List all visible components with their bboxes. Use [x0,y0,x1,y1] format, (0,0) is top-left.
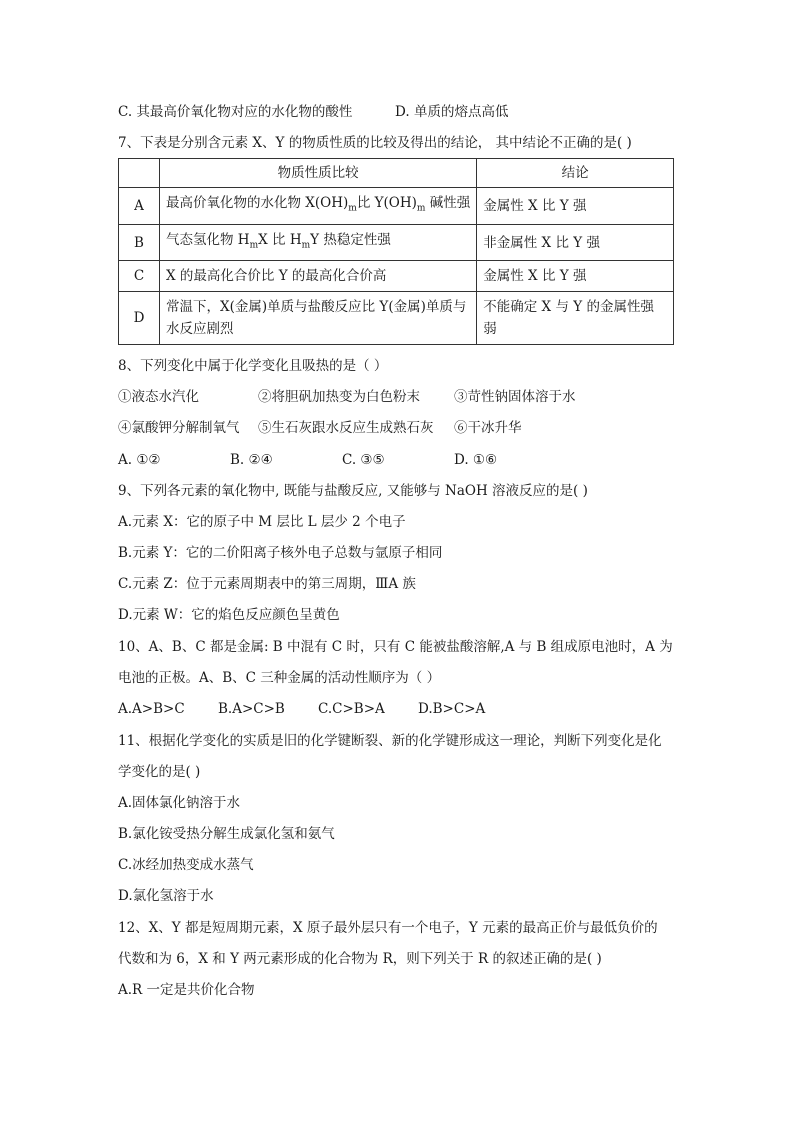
item-3: ③苛性钠固体溶于水 [454,389,576,405]
choice-d: D. ①⑥ [454,452,498,468]
question-11-choice-c: C.冰经加热变成水蒸气 [118,857,254,873]
question-9-choice-d: D.元素 W：它的焰色反应颜色呈黄色 [118,607,340,623]
row-label: D [119,292,160,345]
choice-b: B. ②④ [230,452,273,468]
item-2: ②将胆矾加热变为白色粉末 [258,389,420,405]
question-12-stem-line2: 代数和为 6，X 和 Y 两元素形成的化合物为 R，则下列关于 R 的叙述正确的是( ) [118,951,602,967]
question-10-stem-line2: 电池的正极。A、B、C 三种金属的活动性顺序为（ ） [118,670,441,686]
question-11-choice-a: A.固体氯化钠溶于水 [118,795,241,811]
question-11-choice-d: D.氯化氢溶于水 [118,888,214,904]
row-label: A [119,188,160,225]
question-8-stem: 8、下列变化中属于化学变化且吸热的是（ ） [118,358,388,374]
question-6-options-cd [118,102,508,122]
question-8-items-row2 [118,418,522,438]
table-header-row [119,159,674,188]
table-row [119,261,674,292]
question-12-choice-a: A.R 一定是共价化合物 [118,982,255,998]
row-label: B [119,224,160,261]
item-4: ④氯酸钾分解制氧气 [118,420,240,436]
row-conclusion: 金属性 X 比 Y 强 [477,188,674,225]
question-10-stem-line1: 10、A、B、C 都是金属: B 中混有 C 时，只有 C 能被盐酸溶解,A 与 B 组成原电池时，A 为 [118,639,673,655]
choice-c: C.C>B>A [318,701,385,717]
item-5: ⑤生石灰跟水反应生成熟石灰 [258,420,434,436]
comparison-table [118,158,674,345]
item-1: ①液态水汽化 [118,389,199,405]
row-property: 最高价氧化物的水化物 $X(OH)_m$比 $Y(OH)_m$ 碱性强 [160,188,477,225]
question-12-stem-line1: 12、X、Y 都是短周期元素，X 原子最外层只有一个电子，Y 元素的最高正价与最低负价的 [118,920,658,936]
option-c: C. 其最高价氧化物对应的水化物的酸性 [118,104,353,120]
table-row [119,292,674,345]
question-11-stem-line2: 学变化的是( ) [118,764,201,780]
header-conclusion: 结论 [477,159,674,188]
row-conclusion: 非金属性 X 比 Y 强 [477,224,674,261]
item-6: ⑥干冰升华 [454,420,522,436]
question-10-choices [118,699,485,719]
header-property: 物质性质比较 [160,159,477,188]
question-9-choice-b: B.元素 Y：它的二价阳离子核外电子总数与氩原子相同 [118,545,443,561]
row-conclusion: 金属性 X 比 Y 强 [477,261,674,292]
choice-a: A.A>B>C [118,701,185,717]
row-property: 常温下，X(金属)单质与盐酸反应比 Y(金属)单质与水反应剧烈 [160,292,477,345]
question-7-stem: 7、下表是分别含元素 X、Y 的物质性质的比较及得出的结论， 其中结论不正确的是( ) [118,135,632,151]
question-8-items-row1 [118,387,576,407]
question-9-choice-c: C.元素 Z：位于元素周期表中的第三周期，ⅢA 族 [118,576,416,592]
row-label: C [119,261,160,292]
table-row [119,224,674,261]
choice-c: C. ③⑤ [342,452,385,468]
row-conclusion: 不能确定 X 与 Y 的金属性强弱 [477,292,674,345]
question-9-choice-a: A.元素 X：它的原子中 M 层比 L 层少 2 个电子 [118,514,406,530]
option-d: D. 单质的熔点高低 [395,104,509,120]
row-property: 气态氢化物 $H_mX$ 比 $H_mY$ 热稳定性强 [160,224,477,261]
choice-b: B.A>C>B [218,701,285,717]
choice-a: A. ①② [118,452,161,468]
question-9-stem: 9、下列各元素的氧化物中, 既能与盐酸反应, 又能够与 NaOH 溶液反应的是( ) [118,483,588,499]
question-11-stem-line1: 11、根据化学变化的实质是旧的化学键断裂、新的化学键形成这一理论，判断下列变化是化 [118,733,662,749]
question-11-choice-b: B.氯化铵受热分解生成氯化氢和氨气 [118,826,335,842]
choice-d: D.B>C>A [418,701,486,717]
question-8-choices [118,450,497,470]
row-property: X 的最高化合价比 Y 的最高化合价高 [160,261,477,292]
table-row [119,188,674,225]
